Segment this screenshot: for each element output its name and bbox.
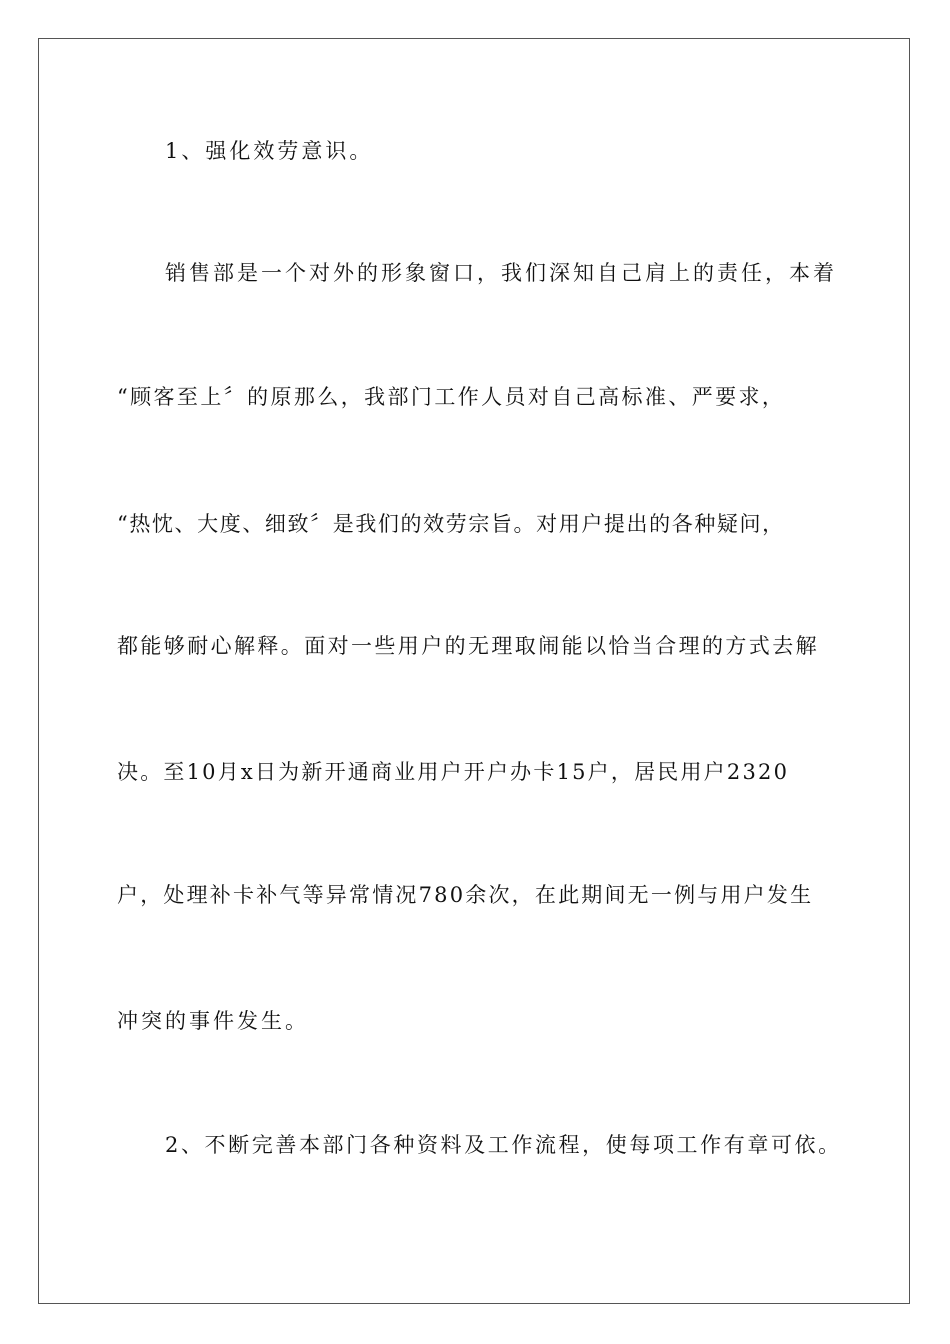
- paragraph-line-4: 都能够耐心解释。面对一些用户的无理取闹能以恰当合理的方式去解: [117, 634, 819, 658]
- paragraph-line-1: 销售部是一个对外的形象窗口，我们深知自己肩上的责任，本着: [165, 261, 837, 285]
- page-border: [38, 38, 910, 1304]
- section-heading-1: 1、强化效劳意识。: [165, 139, 374, 163]
- paragraph-line-2: “顾客至上〞的原那么，我部门工作人员对自己高标准、严要求，: [117, 385, 786, 409]
- paragraph-line-3: “热忱、大度、细致〞是我们的效劳宗旨。对用户提出的各种疑问，: [117, 512, 785, 536]
- paragraph-line-7: 冲突的事件发生。: [117, 1009, 309, 1033]
- paragraph-line-5: 决。至10月x日为新开通商业用户开户办卡15户，居民用户2320: [117, 760, 790, 784]
- section-heading-2: 2、不断完善本部门各种资料及工作流程，使每项工作有章可依。: [165, 1133, 842, 1157]
- paragraph-line-6: 户，处理补卡补气等异常情况780余次，在此期间无一例与用户发生: [117, 883, 814, 907]
